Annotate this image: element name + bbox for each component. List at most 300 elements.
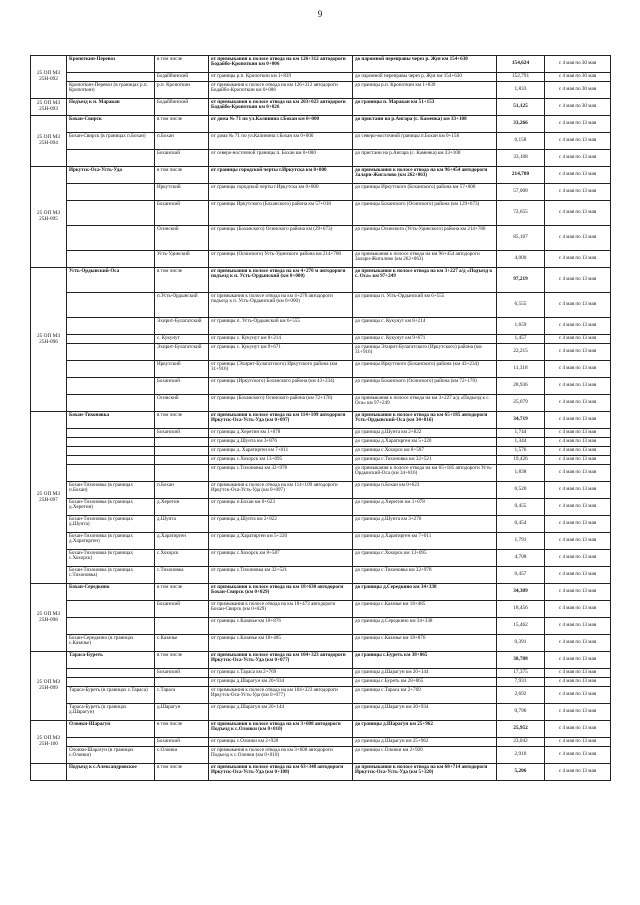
end-point-cell: до границы д.Харатирген км 5+220	[353, 438, 497, 447]
period-cell: с 4 мая по 30 мая	[545, 82, 611, 99]
road-name-cell: Бохан-Тихоновка (в границах д.Херетин)	[67, 499, 155, 516]
area-cell: р.п. Кропоткин	[155, 82, 209, 99]
period-cell: с 4 мая по 13 мая	[545, 361, 611, 378]
table-row	[31, 56, 611, 73]
length-cell: 1,457	[497, 335, 545, 344]
table-row	[31, 465, 611, 482]
period-cell: с 4 мая по 13 мая	[545, 533, 611, 550]
table-row	[31, 167, 611, 184]
road-name-cell: Бохан-Тихоновка (в границах с.Хохорск)	[67, 550, 155, 567]
period-cell: с 4 мая по 13 мая	[545, 412, 611, 429]
road-code-cell: 25 ОП МЗ 25Н-094	[31, 116, 67, 167]
area-cell: Боханский	[155, 601, 209, 618]
period-cell: с 4 мая по 13 мая	[545, 429, 611, 438]
area-cell: Осинский	[155, 226, 209, 251]
length-cell: 1,744	[497, 429, 545, 438]
road-name-cell: Бохан-Тихоновка (в границах д.Шунта)	[67, 516, 155, 533]
start-point-cell: от границы городской черты г.Иркутска км 0+000	[209, 167, 353, 184]
end-point-cell: до границы с. Кукунут км 8+214	[353, 318, 497, 335]
end-point-cell: до пристани на р.Ангара (с. Каменка) км 33+108	[353, 116, 497, 133]
end-point-cell: до границы д.Шунта км 3+276	[353, 516, 497, 533]
table-row	[31, 678, 611, 687]
period-cell: с 4 мая по 13 мая	[545, 251, 611, 268]
length-cell: 1,344	[497, 438, 545, 447]
length-cell: 25,952	[497, 721, 545, 738]
length-cell: 0,526	[497, 482, 545, 499]
end-point-cell: до границы с.Тараса км 2+769	[353, 687, 497, 704]
road-name-cell	[67, 738, 155, 747]
road-name-cell	[67, 378, 155, 395]
road-name-cell	[67, 678, 155, 687]
road-name-cell	[67, 344, 155, 361]
road-name-cell	[67, 335, 155, 344]
road-name-cell: Иркутск-Оса-Усть-Уда	[67, 167, 155, 184]
period-cell: с 4 мая по 13 мая	[545, 516, 611, 533]
length-cell: 1,833	[497, 82, 545, 99]
area-cell: в том числе	[155, 652, 209, 669]
area-cell	[155, 447, 209, 456]
period-cell: с 4 мая по 13 мая	[545, 395, 611, 412]
period-cell: с 4 мая по 13 мая	[545, 687, 611, 704]
road-name-cell: Бохан-Тихоновка	[67, 412, 155, 429]
start-point-cell: от границы городской черты г.Иркутска км 0+000	[209, 184, 353, 201]
length-cell: 19,426	[497, 456, 545, 465]
start-point-cell: от примыкания к полосе отвода на км 4+270 автодороги подъезд к п. Усть-Ордынский (км 0+000)	[209, 293, 353, 318]
end-point-cell: до примыкания к полосе отвода на км 68+714 автодороги Иркутск-Оса-Усть-Уда (км 5+320)	[353, 764, 497, 781]
start-point-cell: от границы п.Бохан км 0+623	[209, 499, 353, 516]
table-row	[31, 73, 611, 82]
area-cell: Боханский	[155, 150, 209, 167]
period-cell: с 4 мая по 13 мая	[545, 378, 611, 395]
start-point-cell: от примыкания к полосе отвода на км 114+109 автодороги Иркутск-Оса-Усть-Уда (км 0+097)	[209, 482, 353, 499]
end-point-cell: до границы с.Казачье км 18+876	[353, 635, 497, 652]
period-cell: с 4 мая по 13 мая	[545, 747, 611, 764]
period-cell: с 4 мая по 13 мая	[545, 584, 611, 601]
start-point-cell: от примыкания к полосе отвода на км 126+312 автодороги Бодайбо-Кропоткин км 0+006	[209, 82, 353, 99]
period-cell: с 4 мая по 30 мая	[545, 99, 611, 116]
start-point-cell: от границы д. Харатирген км 7+011	[209, 447, 353, 456]
road-code-cell: 25 ОП МЗ 25Н-099	[31, 652, 67, 721]
length-cell: 7,931	[497, 678, 545, 687]
table-row	[31, 361, 611, 378]
end-point-cell: до границы с.Хохорск км 8+587	[353, 447, 497, 456]
table-row	[31, 133, 611, 150]
table-row	[31, 184, 611, 201]
length-cell: 11,318	[497, 361, 545, 378]
road-name-cell	[67, 601, 155, 618]
start-point-cell: от границы д.Шунта км 2+822	[209, 516, 353, 533]
table-row	[31, 438, 611, 447]
end-point-cell: до границы Осинского (Усть-Удинского) района км 214+780	[353, 226, 497, 251]
area-cell: п.Бохан	[155, 133, 209, 150]
length-cell: 97,219	[497, 268, 545, 293]
start-point-cell: от границы с.Тараса км 2+769	[209, 669, 353, 678]
road-name-cell: Усть-Ордынский-Оса	[67, 268, 155, 293]
start-point-cell: от северо-восточной границы п. Бохан км 0+000	[209, 150, 353, 167]
period-cell: с 4 мая по 13 мая	[545, 447, 611, 456]
length-cell: 0,391	[497, 635, 545, 652]
road-name-cell	[67, 251, 155, 268]
area-cell: Боханский	[155, 201, 209, 226]
length-cell: 51,125	[497, 99, 545, 116]
start-point-cell: от дома № 71 по ул.Калинина г.Бохан км 0+000	[209, 116, 353, 133]
table-row	[31, 618, 611, 635]
end-point-cell: до границы д.Шарагун км 20+144	[353, 669, 497, 678]
road-name-cell	[67, 669, 155, 678]
start-point-cell: от границы д.Херетин км 1+078	[209, 429, 353, 438]
table-row	[31, 99, 611, 116]
period-cell: с 4 мая по 13 мая	[545, 567, 611, 584]
end-point-cell: до границы п.Бохан км 0+623	[353, 482, 497, 499]
start-point-cell: от границы с. Кукунут км 8+214	[209, 335, 353, 344]
period-cell: с 4 мая по 13 мая	[545, 764, 611, 781]
area-cell: Осинский	[155, 395, 209, 412]
start-point-cell: от границы с.Казачье км 18+485	[209, 635, 353, 652]
road-name-cell: Бохан-Середкино	[67, 584, 155, 601]
period-cell: с 4 мая по 13 мая	[545, 499, 611, 516]
road-name-cell	[67, 429, 155, 438]
area-cell: в том числе	[155, 764, 209, 781]
table-row	[31, 318, 611, 335]
end-point-cell: до примыкания к полосе отвода на км 3+227 а/д «Подъезд к с. Оса» км 97+249	[353, 268, 497, 293]
end-point-cell: до границы Боханского (Осинского) района (км 72+170)	[353, 378, 497, 395]
area-cell: с.Казачье	[155, 635, 209, 652]
end-point-cell: до границы д.Херетин км 1+078	[353, 499, 497, 516]
period-cell: с 4 мая по 13 мая	[545, 721, 611, 738]
end-point-cell: до границы с.Тихоновка км 32+521	[353, 456, 497, 465]
area-cell: Бодайбинский	[155, 99, 209, 116]
start-point-cell: от примыкания к полосе отвода на км 18+630 автодороги Бохан-Свирск (км 0+029)	[209, 584, 353, 601]
end-point-cell: до границы д.Середкино км 34+338	[353, 618, 497, 635]
area-cell: п.Усть-Ордынский	[155, 293, 209, 318]
road-name-cell	[67, 318, 155, 335]
table-row	[31, 601, 611, 618]
length-cell: 4,708	[497, 550, 545, 567]
length-cell: 33,266	[497, 116, 545, 133]
period-cell: с 4 мая по 13 мая	[545, 226, 611, 251]
area-cell	[155, 456, 209, 465]
area-cell: Боханский	[155, 738, 209, 747]
area-cell	[155, 678, 209, 687]
start-point-cell: от примыкания к полосе отвода на км 3+608 автодороги Подъезд к с.Олонки (км 0+010)	[209, 721, 353, 738]
length-cell: 1,791	[497, 533, 545, 550]
period-cell: с 4 мая по 13 мая	[545, 335, 611, 344]
area-cell: Бодайбинский	[155, 73, 209, 82]
end-point-cell: до границы Эхирит-Булагатского (Иркутского) района (км 31+916)	[353, 344, 497, 361]
area-cell: д.Харатирген	[155, 533, 209, 550]
area-cell	[155, 618, 209, 635]
length-cell: 5,206	[497, 764, 545, 781]
period-cell: с 4 мая по 13 мая	[545, 652, 611, 669]
end-point-cell: до границы Иркутского (Боханского) района (км 43+234)	[353, 361, 497, 378]
period-cell: с 4 мая по 13 мая	[545, 482, 611, 499]
period-cell: с 4 мая по 13 мая	[545, 704, 611, 721]
road-name-cell: Бохан-Тихоновка (в границах с.Тихоновка)	[67, 567, 155, 584]
road-name-cell	[67, 73, 155, 82]
area-cell: в том числе	[155, 116, 209, 133]
road-name-cell	[67, 456, 155, 465]
table-row	[31, 687, 611, 704]
table-row	[31, 226, 611, 251]
end-point-cell: до границы с.Тихоновка км 32+978	[353, 567, 497, 584]
road-name-cell	[67, 447, 155, 456]
road-code-cell	[31, 764, 67, 781]
road-name-cell: Олонки-Шарагун (в границах с.Олонки)	[67, 747, 155, 764]
period-cell: с 4 мая по 13 мая	[545, 678, 611, 687]
period-cell: с 4 мая по 13 мая	[545, 738, 611, 747]
table-row	[31, 533, 611, 550]
area-cell: в том числе	[155, 56, 209, 73]
start-point-cell: от границы с.Тихоновка км 32+978	[209, 465, 353, 482]
start-point-cell: от границы (Осинского) Усть-Удинского района км 214+780	[209, 251, 353, 268]
period-cell: с 4 мая по 13 мая	[545, 669, 611, 678]
start-point-cell: от примыкания к полосе отвода на км 114+109 автодороги Иркутск-Оса-Усть-Уда (км 0+097)	[209, 412, 353, 429]
table-row	[31, 335, 611, 344]
period-cell: с 4 мая по 13 мая	[545, 618, 611, 635]
start-point-cell: от границы Иркутского (Боханского) района км 57+018	[209, 201, 353, 226]
start-point-cell: от примыкания к полосе отвода на км 18+473 автодороги Бохан-Свирск (км 0+029)	[209, 601, 353, 618]
length-cell: 1,659	[497, 318, 545, 335]
period-cell: с 4 мая по 13 мая	[545, 201, 611, 226]
end-point-cell: до границы д.Харатирген км 7+011	[353, 533, 497, 550]
road-name-cell: Олонки-Шарагун	[67, 721, 155, 738]
table-row	[31, 116, 611, 133]
end-point-cell: до границы р.п. Кропоткин км 1+839	[353, 82, 497, 99]
table-row	[31, 652, 611, 669]
table-row	[31, 764, 611, 781]
start-point-cell: от границы с.Хохорск км 8+587	[209, 550, 353, 567]
table-row	[31, 456, 611, 465]
table-row	[31, 704, 611, 721]
road-name-cell	[67, 201, 155, 226]
road-code-cell: 25 ОП МЗ 25Н-093	[31, 99, 67, 116]
start-point-cell: от границы (Эхирит-Булагатского) Иркутского района (км 31+916)	[209, 361, 353, 378]
end-point-cell: до границы д.Шарагун км 20+934	[353, 704, 497, 721]
end-point-cell: до границы с.Казачье км 18+485	[353, 601, 497, 618]
length-cell: 33,108	[497, 150, 545, 167]
table-row	[31, 293, 611, 318]
road-code-cell: 25 ОП МЗ 25Н-092	[31, 56, 67, 99]
length-cell: 0,454	[497, 516, 545, 533]
area-cell: в том числе	[155, 412, 209, 429]
length-cell: 2,910	[497, 747, 545, 764]
period-cell: с 4 мая по 13 мая	[545, 184, 611, 201]
length-cell: 57,008	[497, 184, 545, 201]
table-row	[31, 251, 611, 268]
end-point-cell: до границы с.Олонки км 2+920	[353, 747, 497, 764]
period-cell: с 4 мая по 13 мая	[545, 268, 611, 293]
period-cell: с 4 мая по 13 мая	[545, 465, 611, 482]
length-cell: 152,791	[497, 73, 545, 82]
period-cell: с 4 мая по 13 мая	[545, 601, 611, 618]
start-point-cell: от границы (Боханского) Осинского района (км 72+170)	[209, 395, 353, 412]
road-name-cell: Бохан-Тихоновка (в границах п.Бохан)	[67, 482, 155, 499]
area-cell: в том числе	[155, 721, 209, 738]
period-cell: с 4 мая по 13 мая	[545, 167, 611, 184]
start-point-cell: от примыкания к полосе отвода на км 203+023 автодороги Бодайбо-Кропоткин км 0+026	[209, 99, 353, 116]
start-point-cell: от границы п. Усть-Ордынский км 6+555	[209, 318, 353, 335]
road-name-cell	[67, 150, 155, 167]
table-row	[31, 499, 611, 516]
area-cell: д.Шарагун	[155, 704, 209, 721]
end-point-cell: до границы п. Усть-Ордынский км 6+555	[353, 293, 497, 318]
road-name-cell: Бохан-Свирск (в границах п.Бохан)	[67, 133, 155, 150]
start-point-cell: от примыкания к полосе отвода на км 126+312 автодороги Бодайбо-Кропоткин км 0+006	[209, 56, 353, 73]
start-point-cell: от границы д.Харатирген км 5+220	[209, 533, 353, 550]
start-point-cell: от границы с.Олонки км 2+920	[209, 738, 353, 747]
end-point-cell: до примыкания к полосе отвода на км 65+185 автодороги Усть-Ордынский-Оса (км 34+816)	[353, 412, 497, 429]
end-point-cell: до примыкания к полосе отвода на км 96+454 автодороги Залари-Жигалово (км 262+063)	[353, 251, 497, 268]
end-point-cell: до границы Боханского (Осинского) района (км 129+673)	[353, 201, 497, 226]
length-cell: 38,788	[497, 652, 545, 669]
area-cell: д.Шунта	[155, 516, 209, 533]
length-cell: 28,936	[497, 378, 545, 395]
start-point-cell: от границы с.Тихоновка км 32+521	[209, 567, 353, 584]
area-cell: Усть-Удинский	[155, 251, 209, 268]
start-point-cell: от границы д.Шунта км 3+876	[209, 438, 353, 447]
area-cell: Боханский	[155, 378, 209, 395]
road-name-cell: Тараса-Буреть	[67, 652, 155, 669]
table-row	[31, 150, 611, 167]
start-point-cell: от примыкания к полосе отвода на км 104+323 автодороги Иркутск-Оса-Усть-Уда (км 0+077)	[209, 652, 353, 669]
start-point-cell: от границы д.Шарагун км 20+144	[209, 704, 353, 721]
start-point-cell: от границы р.п. Кропоткин км 1+839	[209, 73, 353, 82]
table-row	[31, 584, 611, 601]
period-cell: с 4 мая по 13 мая	[545, 116, 611, 133]
table-row	[31, 344, 611, 361]
period-cell: с 4 мая по 30 мая	[545, 56, 611, 73]
end-point-cell: до границы с.Хохорск км 13+095	[353, 550, 497, 567]
road-code-cell: 25 ОП МЗ 25Н-096	[31, 268, 67, 412]
length-cell: 85,107	[497, 226, 545, 251]
end-point-cell: до паромной переправы через р. Жуя км 154+630	[353, 56, 497, 73]
road-name-cell: Подъезд к с.Александровское	[67, 764, 155, 781]
length-cell: 25,079	[497, 395, 545, 412]
table-row	[31, 395, 611, 412]
road-name-cell: Тараса-Буреть (в границах с.Тараса)	[67, 687, 155, 704]
area-cell: п.Бохан	[155, 482, 209, 499]
length-cell: 1,838	[497, 465, 545, 482]
road-name-cell: Бохан-Тихоновка (в границах д.Харатирген)	[67, 533, 155, 550]
area-cell: Боханский	[155, 429, 209, 438]
road-name-cell: Бохан-Середкино (в границах с.Казачье)	[67, 635, 155, 652]
end-point-cell: до границы д.Середкино км 34+338	[353, 584, 497, 601]
start-point-cell: от примыкания к полосе отвода на км 3+608 автодороги Подъезд к с.Олонки (км 0+010)	[209, 747, 353, 764]
table-row	[31, 635, 611, 652]
road-name-cell	[67, 226, 155, 251]
road-name-cell	[67, 361, 155, 378]
table-row	[31, 201, 611, 226]
table-row	[31, 82, 611, 99]
length-cell: 18,456	[497, 601, 545, 618]
length-cell: 154,624	[497, 56, 545, 73]
area-cell	[155, 465, 209, 482]
end-point-cell: до паромной переправы через р. Жуя км 154+630	[353, 73, 497, 82]
road-code-cell: 25 ОП МЗ 25Н-098	[31, 584, 67, 652]
end-point-cell: до примыкания к полосе отвода на км 96+454 автодороги Залари-Жигалово (км 262+063)	[353, 167, 497, 184]
end-point-cell: до границы п. Маракан км 51+153	[353, 99, 497, 116]
road-name-cell: Тараса-Буреть (в границах д.Шарагун)	[67, 704, 155, 721]
period-cell: с 4 мая по 13 мая	[545, 456, 611, 465]
end-point-cell: до северо-восточной границы п.Бохан км 0+158	[353, 133, 497, 150]
area-cell: Боханский	[155, 669, 209, 678]
start-point-cell: от примыкания к полосе отвода на км 104+323 автодороги Иркутск-Оса-Усть-Уда (км 0+077)	[209, 687, 353, 704]
start-point-cell: от примыкания к полосе отвода на км 63+348 автодороги Иркутск-Оса-Усть-Уда (км 0+108)	[209, 764, 353, 781]
table-row	[31, 516, 611, 533]
table-row	[31, 747, 611, 764]
table-row	[31, 738, 611, 747]
period-cell: с 4 мая по 30 мая	[545, 73, 611, 82]
road-name-cell	[67, 438, 155, 447]
length-cell: 23,042	[497, 738, 545, 747]
road-code-cell: 25 ОП МЗ 25Н-097	[31, 412, 67, 584]
length-cell: 0,158	[497, 133, 545, 150]
start-point-cell: от границы с. Кукунут км 9+671	[209, 344, 353, 361]
period-cell: с 4 мая по 13 мая	[545, 318, 611, 335]
end-point-cell: до примыкания к полосе отвода на км 65+185 автодороги Усть-Ордынский-Оса (км 34+816)	[353, 465, 497, 482]
end-point-cell: до границы д.Шарагун км 25+962	[353, 738, 497, 747]
end-point-cell: до границы д.Шарагун км 25+962	[353, 721, 497, 738]
end-point-cell: до границы д.Шунта км 2+822	[353, 429, 497, 438]
table-row	[31, 482, 611, 499]
area-cell	[155, 438, 209, 447]
period-cell: с 4 мая по 13 мая	[545, 550, 611, 567]
start-point-cell: от границы (Иркутского) Боханского района (км 43+234)	[209, 378, 353, 395]
road-restrictions-table	[30, 55, 611, 781]
road-name-cell	[67, 465, 155, 482]
page-number: 9	[317, 9, 323, 19]
period-cell: с 4 мая по 13 мая	[545, 133, 611, 150]
length-cell: 72,655	[497, 201, 545, 226]
area-cell: Иркутский	[155, 361, 209, 378]
road-name-cell: Бохан-Свирск	[67, 116, 155, 133]
end-point-cell: до границы с. Кукунут км 9+671	[353, 335, 497, 344]
road-name-cell	[67, 395, 155, 412]
end-point-cell: до границы с.Буреть км 28+865	[353, 678, 497, 687]
area-cell: д.Херетин	[155, 499, 209, 516]
length-cell: 0,790	[497, 704, 545, 721]
area-cell: с.Тараса	[155, 687, 209, 704]
length-cell: 214,780	[497, 167, 545, 184]
area-cell: с.Хохорск	[155, 550, 209, 567]
table-row	[31, 412, 611, 429]
area-cell: в том числе	[155, 167, 209, 184]
road-name-cell: Кропоткин-Перевоз (в границах р.п. Кропоткин)	[67, 82, 155, 99]
road-code-cell: 25 ОП МЗ 25Н-095	[31, 167, 67, 268]
period-cell: с 4 мая по 13 мая	[545, 438, 611, 447]
period-cell: с 4 мая по 13 мая	[545, 293, 611, 318]
length-cell: 0,455	[497, 499, 545, 516]
length-cell: 34,719	[497, 412, 545, 429]
length-cell: 0,457	[497, 567, 545, 584]
road-name-cell	[67, 293, 155, 318]
start-point-cell: от границы д.Шарагун км 20+934	[209, 678, 353, 687]
area-cell: в том числе	[155, 268, 209, 293]
table-row	[31, 567, 611, 584]
area-cell: Иркутский	[155, 184, 209, 201]
length-cell: 34,309	[497, 584, 545, 601]
area-cell: Эхирит-Булагатский	[155, 344, 209, 361]
table-row	[31, 721, 611, 738]
length-cell: 17,375	[497, 669, 545, 678]
start-point-cell: от границы с.Казачье км 18+876	[209, 618, 353, 635]
road-name-cell	[67, 618, 155, 635]
table-row	[31, 378, 611, 395]
area-cell: с. Кукунут	[155, 335, 209, 344]
end-point-cell: до примыкания к полосе отвода на км 3+227 а/д «Подъезд к с. Оса» км 97+249	[353, 395, 497, 412]
end-point-cell: до границы Иркутского (Боханского) района км 57+008	[353, 184, 497, 201]
start-point-cell: от примыкания к полосе отвода на км 4+270 м автодороги подъезд к п. Усть-Ордынский (км 0+000)	[209, 268, 353, 293]
